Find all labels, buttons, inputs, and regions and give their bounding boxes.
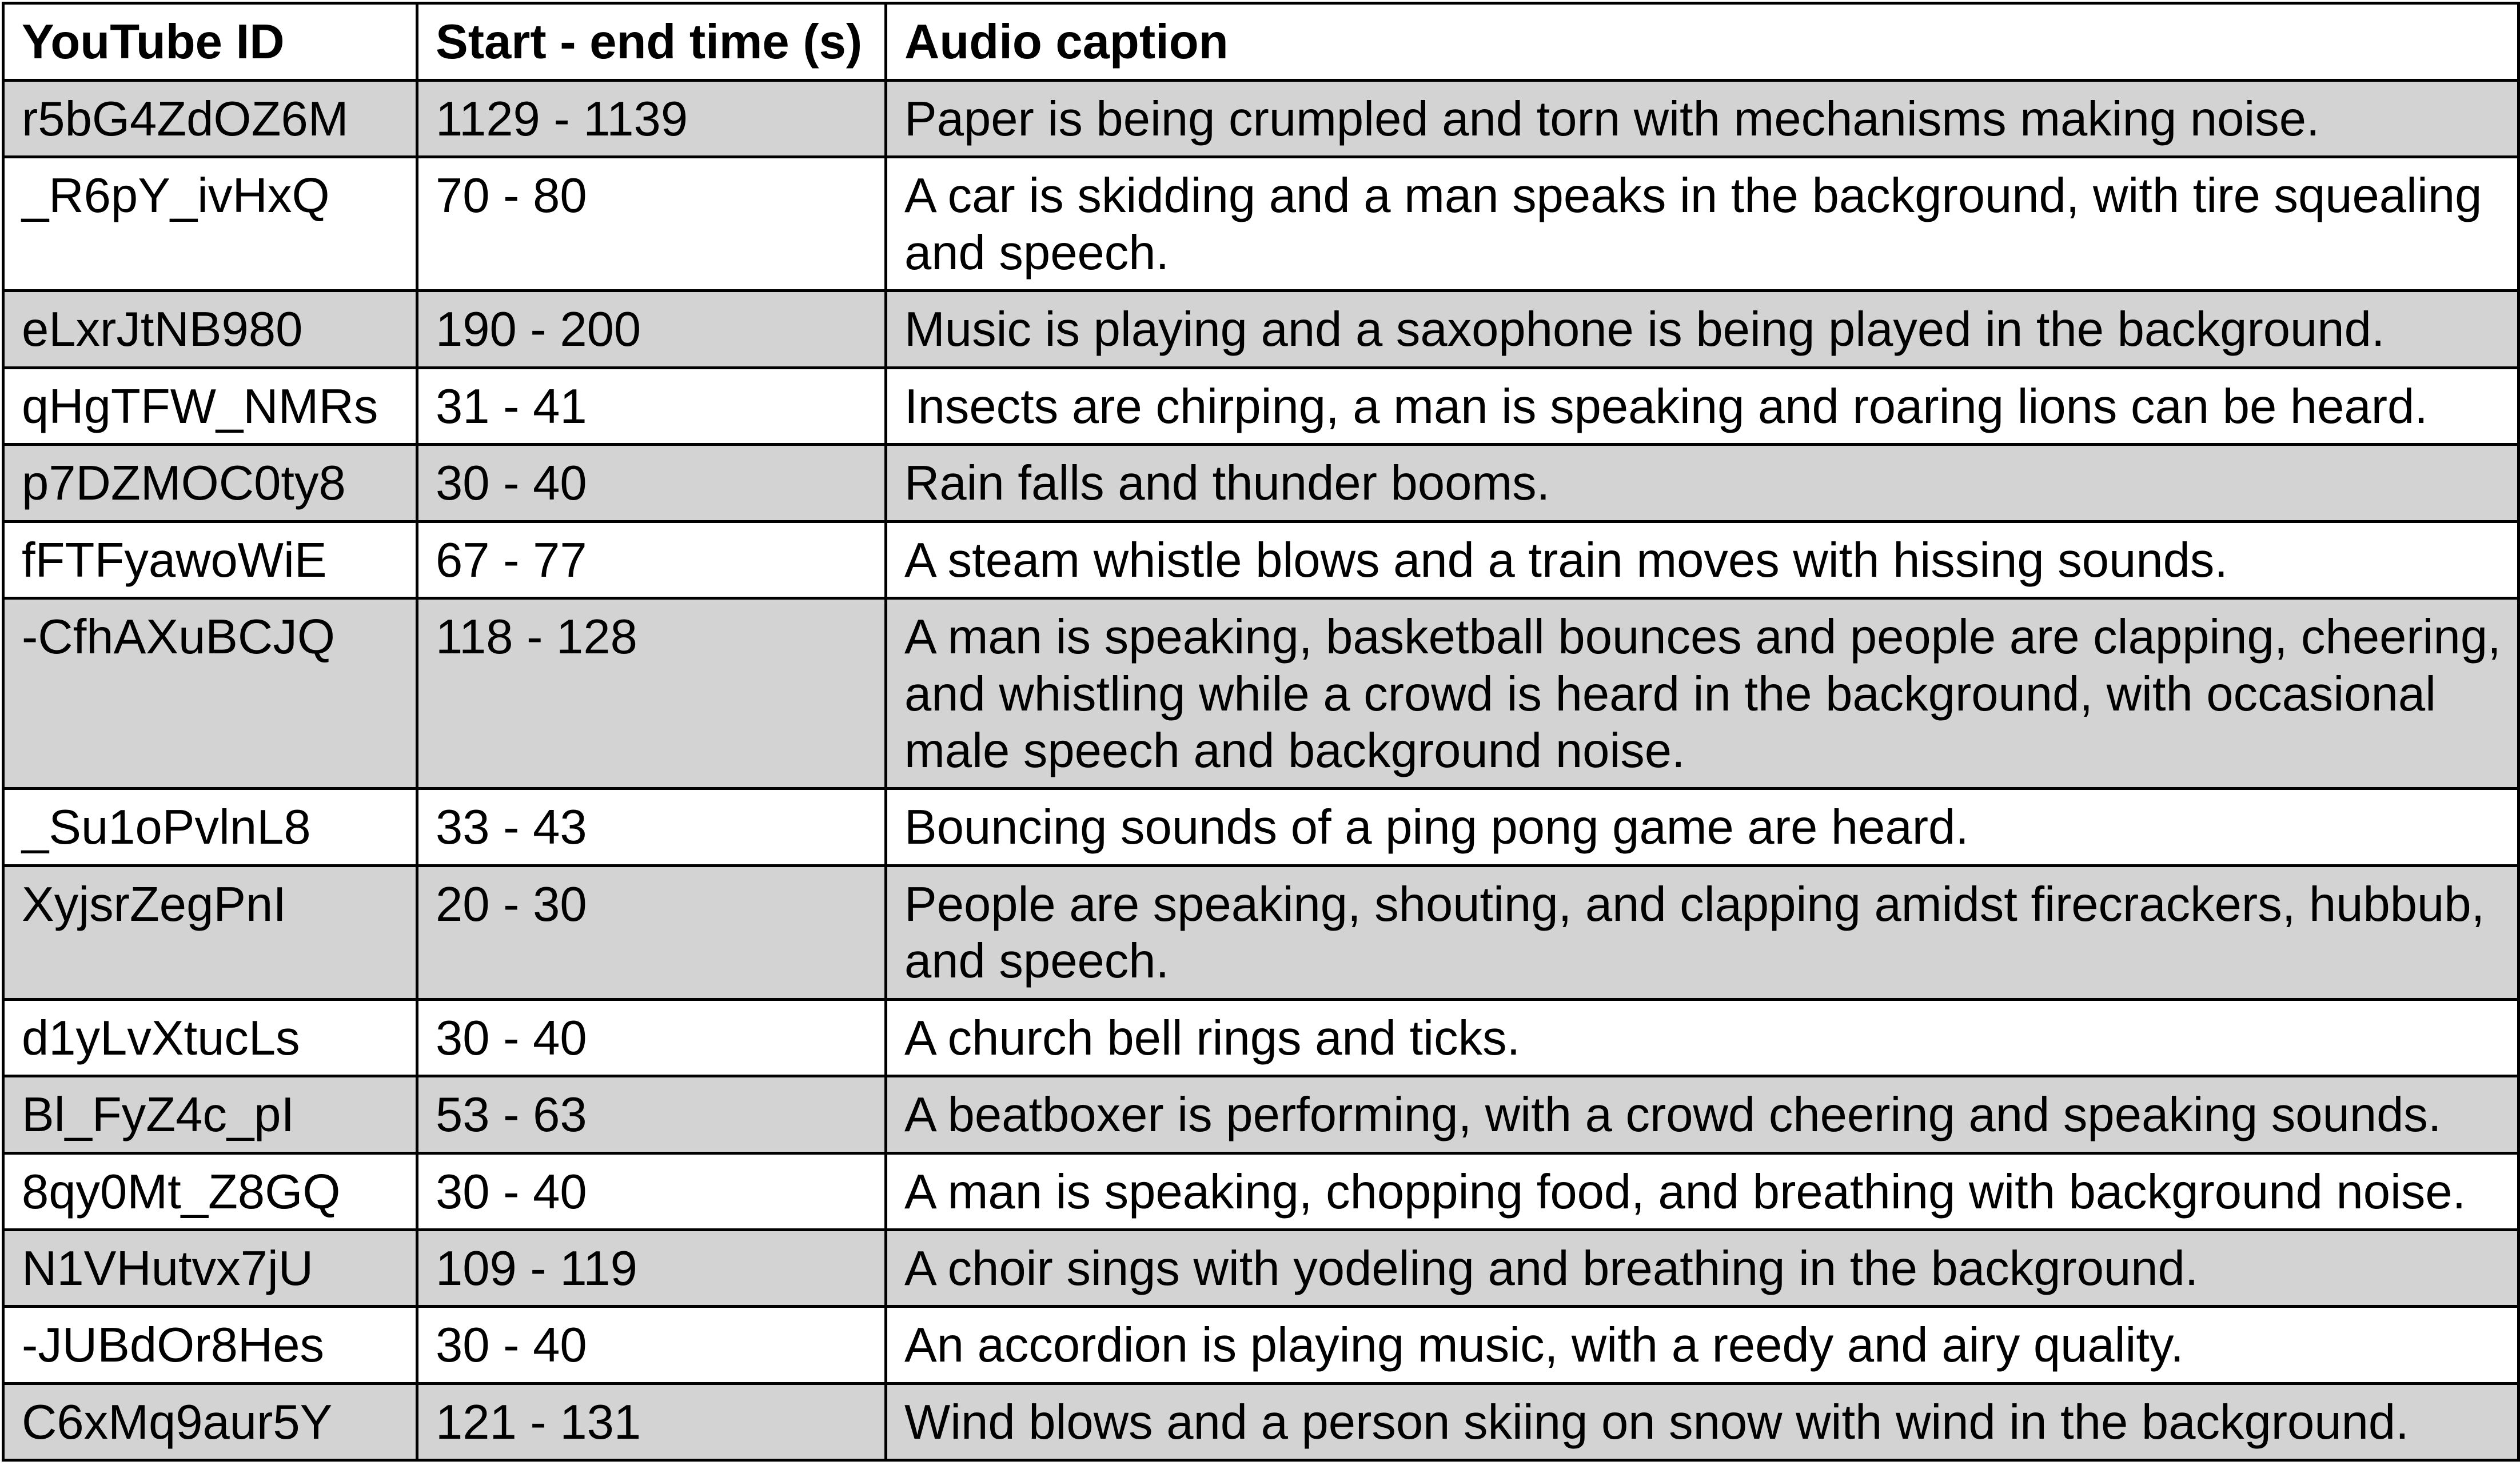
cell-youtube-id: 8qy0Mt_Z8GQ <box>3 1153 417 1230</box>
cell-audio-caption: Paper is being crumpled and torn with mechanisms making noise. <box>886 81 2519 157</box>
audio-caption-table <box>2 2 2520 1462</box>
table-row <box>3 789 2519 865</box>
cell-audio-caption: A man is speaking, basketball bounces and people are clapping, cheering, and whistling while a crowd is heard in the background, with occasional male speech and background noise. <box>886 598 2519 789</box>
table-row <box>3 999 2519 1076</box>
cell-audio-caption: A steam whistle blows and a train moves with hissing sounds. <box>886 521 2519 598</box>
cell-time-range: 67 - 77 <box>417 521 886 598</box>
cell-audio-caption: A beatboxer is performing, with a crowd cheering and speaking sounds. <box>886 1076 2519 1153</box>
cell-time-range: 30 - 40 <box>417 999 886 1076</box>
table-row <box>3 368 2519 444</box>
cell-youtube-id: XyjsrZegPnI <box>3 865 417 999</box>
cell-youtube-id: -JUBdOr8Hes <box>3 1307 417 1383</box>
cell-audio-caption: A car is skidding and a man speaks in the background, with tire squealing and speech. <box>886 157 2519 291</box>
table-row <box>3 81 2519 157</box>
table-row <box>3 157 2519 291</box>
cell-time-range: 30 - 40 <box>417 445 886 521</box>
cell-youtube-id: _R6pY_ivHxQ <box>3 157 417 291</box>
cell-youtube-id: d1yLvXtucLs <box>3 999 417 1076</box>
cell-youtube-id: C6xMq9aur5Y <box>3 1383 417 1460</box>
cell-time-range: 1129 - 1139 <box>417 81 886 157</box>
table-row <box>3 1230 2519 1307</box>
cell-time-range: 53 - 63 <box>417 1076 886 1153</box>
header-youtube-id: YouTube ID <box>3 3 417 81</box>
cell-audio-caption: A church bell rings and ticks. <box>886 999 2519 1076</box>
cell-youtube-id: Bl_FyZ4c_pI <box>3 1076 417 1153</box>
table-row <box>3 598 2519 789</box>
cell-time-range: 31 - 41 <box>417 368 886 444</box>
cell-audio-caption: A man is speaking, chopping food, and breathing with background noise. <box>886 1153 2519 1230</box>
table-header <box>3 3 2519 81</box>
table-row <box>3 1383 2519 1460</box>
cell-youtube-id: N1VHutvx7jU <box>3 1230 417 1307</box>
table-body <box>3 81 2519 1460</box>
table-row <box>3 865 2519 999</box>
header-start-end-time: Start - end time (s) <box>417 3 886 81</box>
cell-audio-caption: Bouncing sounds of a ping pong game are heard. <box>886 789 2519 865</box>
cell-time-range: 109 - 119 <box>417 1230 886 1307</box>
cell-audio-caption: A choir sings with yodeling and breathing in the background. <box>886 1230 2519 1307</box>
cell-audio-caption: An accordion is playing music, with a reedy and airy quality. <box>886 1307 2519 1383</box>
table-row <box>3 1153 2519 1230</box>
cell-time-range: 20 - 30 <box>417 865 886 999</box>
cell-audio-caption: Wind blows and a person skiing on snow with wind in the background. <box>886 1383 2519 1460</box>
cell-youtube-id: qHgTFW_NMRs <box>3 368 417 444</box>
cell-time-range: 121 - 131 <box>417 1383 886 1460</box>
table-row <box>3 1307 2519 1383</box>
cell-audio-caption: Rain falls and thunder booms. <box>886 445 2519 521</box>
cell-audio-caption: Insects are chirping, a man is speaking and roaring lions can be heard. <box>886 368 2519 444</box>
cell-youtube-id: -CfhAXuBCJQ <box>3 598 417 789</box>
cell-audio-caption: People are speaking, shouting, and clapping amidst firecrackers, hubbub, and speech. <box>886 865 2519 999</box>
table-row <box>3 445 2519 521</box>
cell-youtube-id: eLxrJtNB980 <box>3 291 417 368</box>
cell-time-range: 70 - 80 <box>417 157 886 291</box>
cell-time-range: 33 - 43 <box>417 789 886 865</box>
cell-youtube-id: r5bG4ZdOZ6M <box>3 81 417 157</box>
cell-time-range: 30 - 40 <box>417 1153 886 1230</box>
cell-time-range: 118 - 128 <box>417 598 886 789</box>
header-row <box>3 3 2519 81</box>
cell-time-range: 30 - 40 <box>417 1307 886 1383</box>
table-row <box>3 1076 2519 1153</box>
cell-youtube-id: fFTFyawoWiE <box>3 521 417 598</box>
table-row <box>3 521 2519 598</box>
cell-audio-caption: Music is playing and a saxophone is being played in the background. <box>886 291 2519 368</box>
header-audio-caption: Audio caption <box>886 3 2519 81</box>
table-row <box>3 291 2519 368</box>
cell-youtube-id: _Su1oPvlnL8 <box>3 789 417 865</box>
cell-time-range: 190 - 200 <box>417 291 886 368</box>
cell-youtube-id: p7DZMOC0ty8 <box>3 445 417 521</box>
